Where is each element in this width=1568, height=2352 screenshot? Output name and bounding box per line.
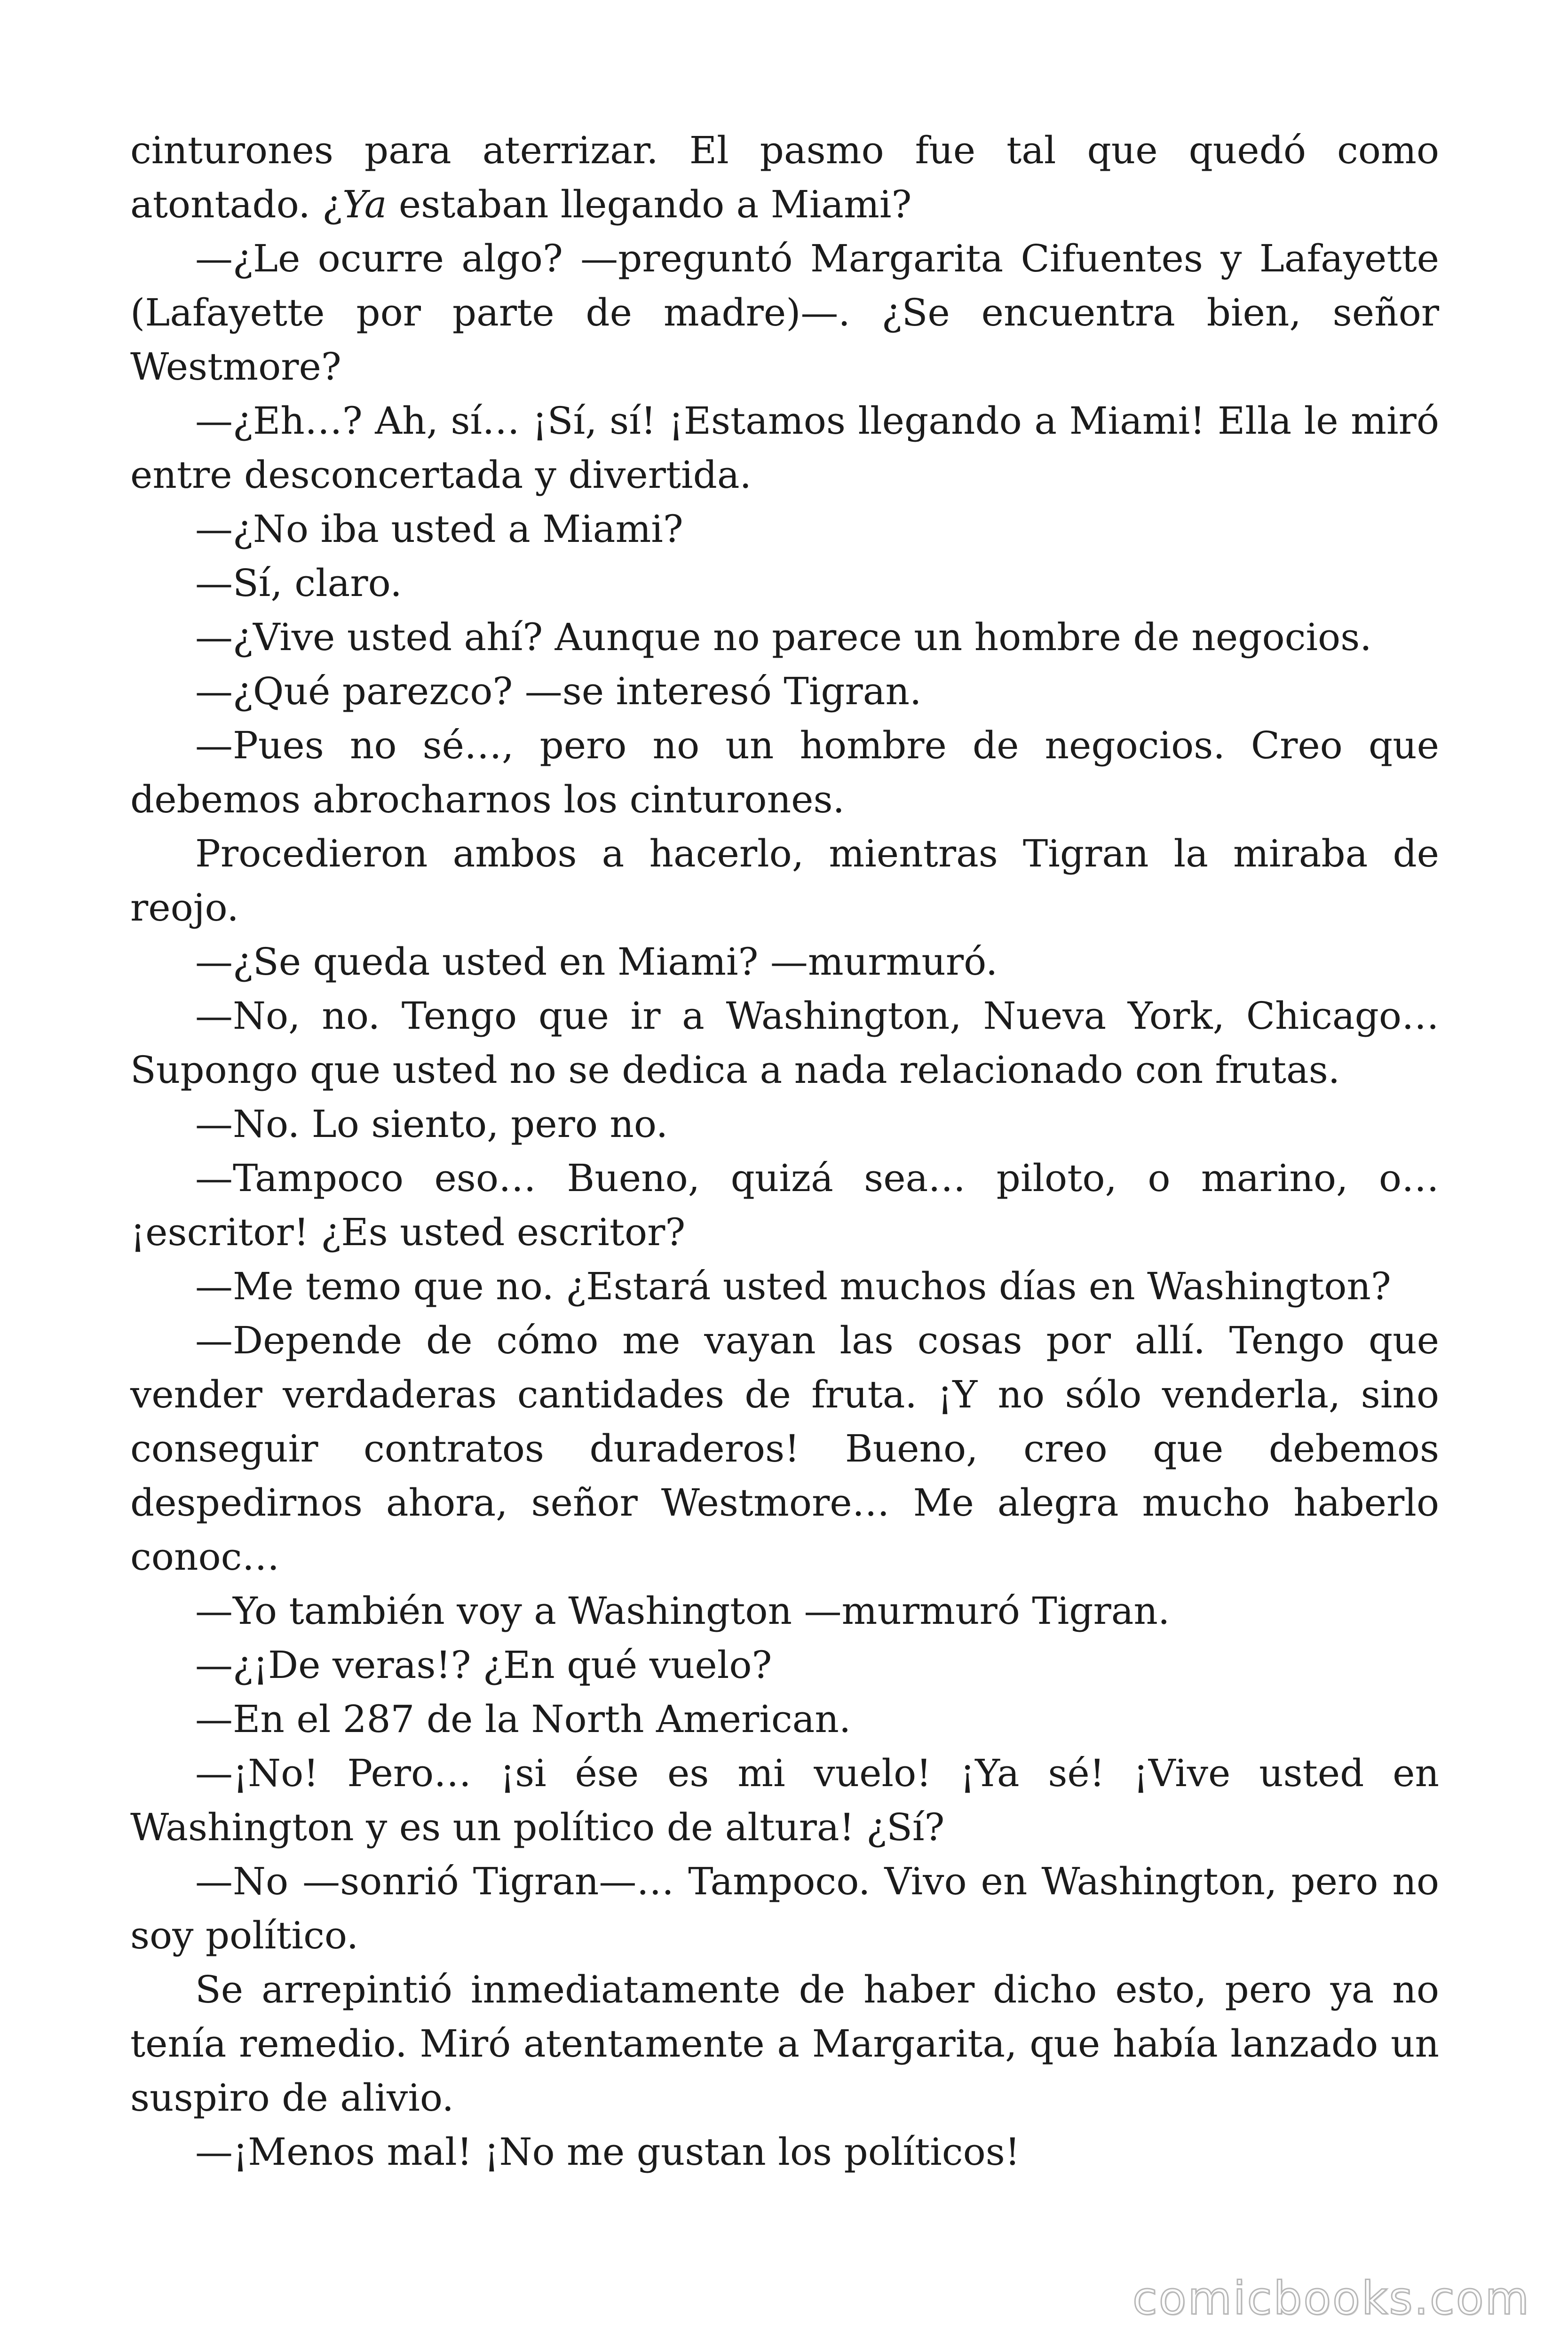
- text-run: —¡Menos mal! ¡No me gustan los políticos!: [195, 2130, 1020, 2174]
- italic-text: Ya: [342, 183, 387, 226]
- paragraph: [130, 556, 1439, 610]
- text-run: —¿No iba usted a Miami?: [195, 507, 683, 551]
- paragraph: [130, 1151, 1439, 1259]
- text-run: —Tampoco eso… Bueno, quizá sea… piloto, o marino, o… ¡escritor! ¿Es usted escritor?: [130, 1156, 1439, 1254]
- paragraph: [130, 231, 1439, 394]
- text-run: —¡No! Pero… ¡si ése es mi vuelo! ¡Ya sé! ¡Vive usted en Washington y es un político de altura! ¿Sí?: [130, 1751, 1439, 1849]
- text-run: estaban llegando a Miami?: [387, 183, 912, 226]
- paragraph: [130, 1584, 1439, 1638]
- paragraph: [130, 610, 1439, 664]
- paragraph: [130, 123, 1439, 231]
- text-run: —No —sonrió Tigran—… Tampoco. Vivo en Washington, pero no soy político.: [130, 1859, 1439, 1957]
- text-run: —¿Vive usted ahí? Aunque no parece un hombre de negocios.: [195, 615, 1372, 659]
- text-run: —Pues no sé…, pero no un hombre de negocios. Creo que debemos abrocharnos los cinturones.: [130, 723, 1439, 821]
- text-run: —No. Lo siento, pero no.: [195, 1102, 668, 1146]
- paragraph: [130, 502, 1439, 556]
- paragraph: [130, 1638, 1439, 1692]
- text-run: —¿Eh…? Ah, sí… ¡Sí, sí! ¡Estamos llegando a Miami! Ella le miró entre desconcertada y divertida.: [130, 399, 1439, 497]
- text-run: —Depende de cómo me vayan las cosas por allí. Tengo que vender verdaderas cantidades de fruta. ¡Y no sólo venderla, sino conseguir contratos duraderos! Bueno, creo que debemos despedirnos ahora, señor Westmore… Me alegra mucho haberlo conoc…: [130, 1319, 1439, 1579]
- paragraph: [130, 664, 1439, 718]
- paragraph: [130, 1692, 1439, 1746]
- paragraph: [130, 2125, 1439, 2179]
- text-run: Procedieron ambos a hacerlo, mientras Tigran la miraba de reojo.: [130, 832, 1439, 930]
- text-run: —¿Qué parezco? —se interesó Tigran.: [195, 669, 922, 713]
- text-run: —No, no. Tengo que ir a Washington, Nueva York, Chicago… Supongo que usted no se dedica a nada relacionado con frutas.: [130, 994, 1439, 1092]
- paragraph: [130, 394, 1439, 502]
- text-run: —¿Le ocurre algo? —preguntó Margarita Cifuentes y Lafayette (Lafayette por parte de madre)—. ¿Se encuentra bien, señor Westmore?: [130, 237, 1439, 389]
- text-run: cinturones para aterrizar. El pasmo fue tal que quedó como atontado. ¿: [130, 128, 1439, 226]
- text-run: —¿¡De veras!? ¿En qué vuelo?: [195, 1643, 772, 1687]
- text-run: —Sí, claro.: [195, 561, 402, 605]
- paragraph: [130, 989, 1439, 1097]
- paragraph: [130, 1313, 1439, 1584]
- watermark-logo: comicbooks.com: [1132, 2272, 1530, 2325]
- paragraph: [130, 1097, 1439, 1151]
- text-run: —¿Se queda usted en Miami? —murmuró.: [195, 940, 998, 984]
- paragraph: [130, 1259, 1439, 1313]
- paragraph: [130, 1854, 1439, 1963]
- paragraph: [130, 1746, 1439, 1854]
- text-run: —En el 287 de la North American.: [195, 1697, 851, 1741]
- paragraph: [130, 826, 1439, 935]
- paragraph: [130, 1963, 1439, 2125]
- text-run: —Me temo que no. ¿Estará usted muchos días en Washington?: [195, 1264, 1391, 1308]
- text-run: Se arrepintió inmediatamente de haber dicho esto, pero ya no tenía remedio. Miró atentamente a Margarita, que había lanzado un suspiro de alivio.: [130, 1968, 1439, 2120]
- document-body: [130, 123, 1439, 2179]
- paragraph: [130, 935, 1439, 989]
- text-run: —Yo también voy a Washington —murmuró Tigran.: [195, 1589, 1170, 1633]
- paragraph: [130, 718, 1439, 826]
